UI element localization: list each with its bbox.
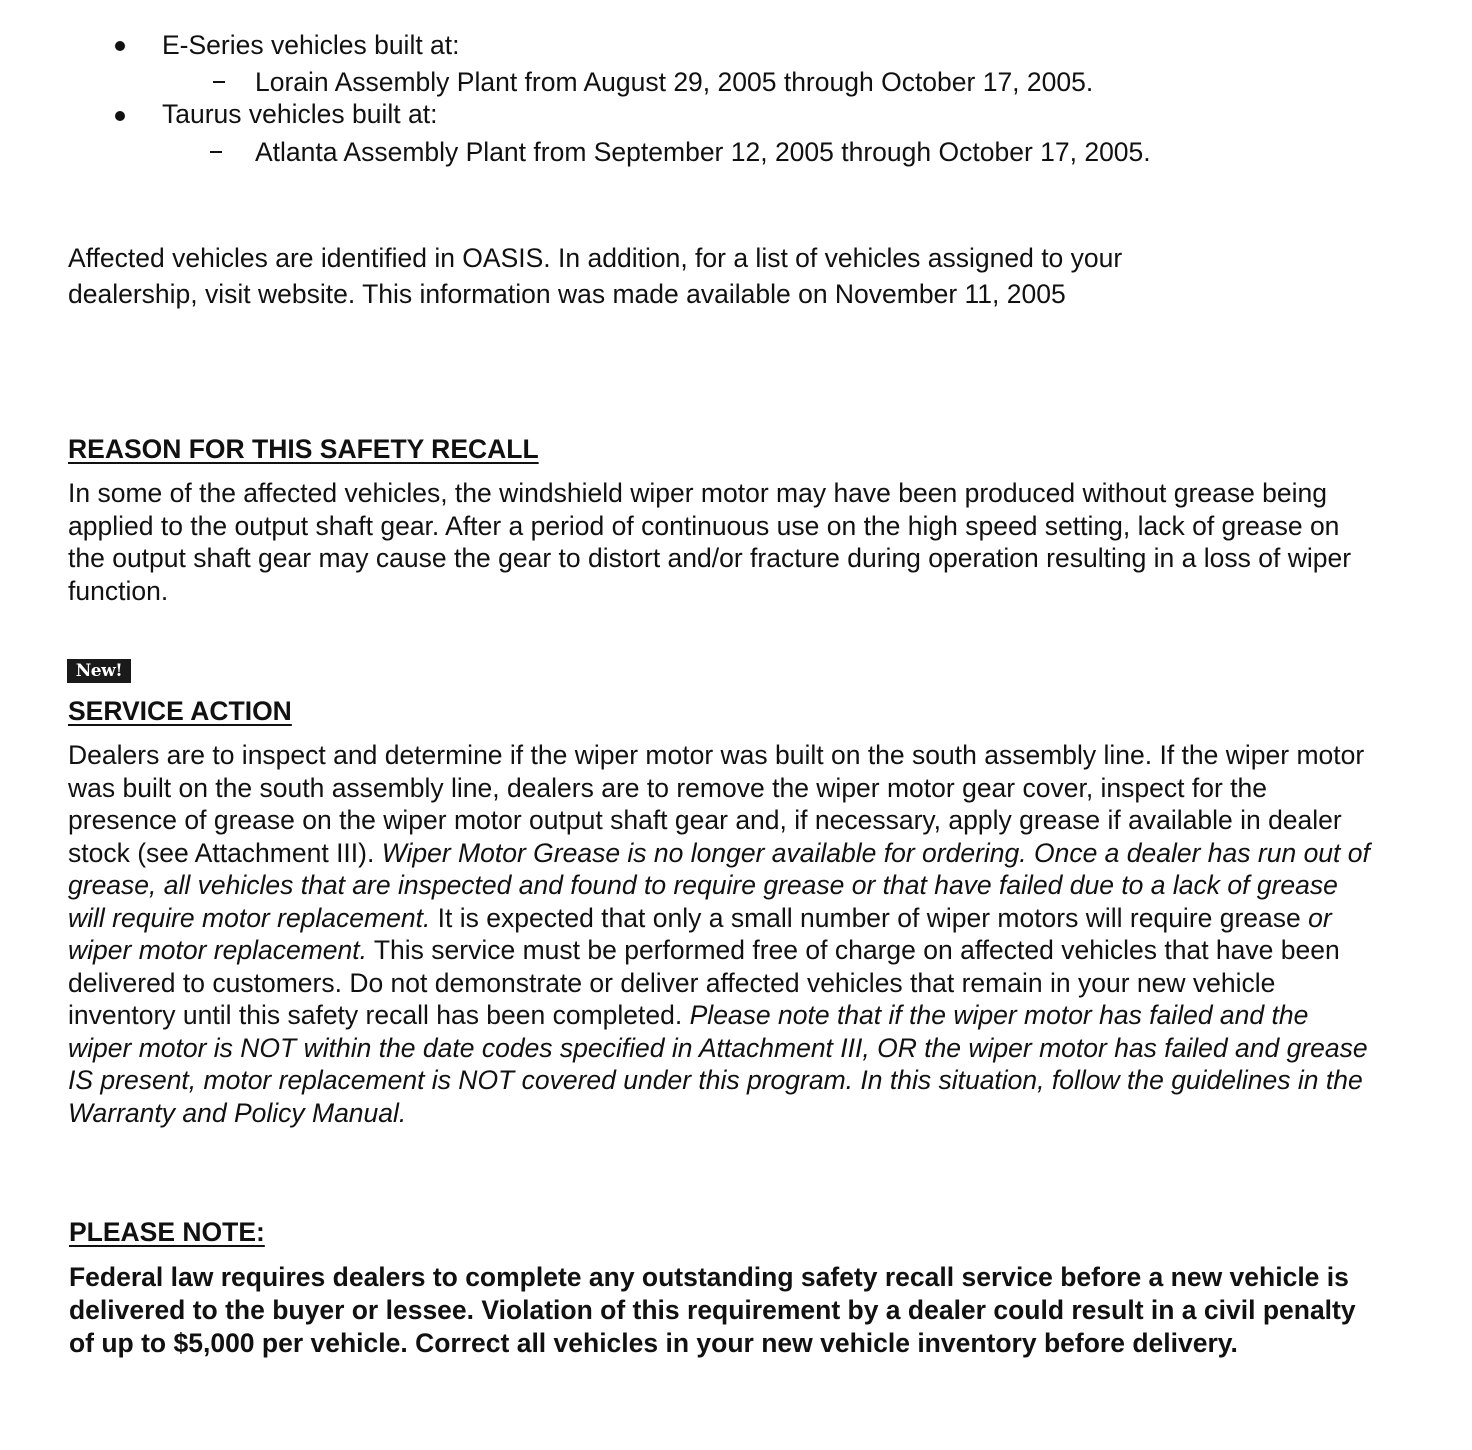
service-action-text: Dealers are to inspect and determine if the wiper motor was built on the south assembly line. If the wiper motor was built on the south assembly line, dealers are to remove the wiper motor gear cover, inspect for the presence of grease on the wiper motor output shaft gear and, if necessary, apply grease if available in dealer stock (see Attachment III). bbox=[68, 740, 1365, 868]
service-action-text: It is expected that only a small number of wiper motors will require grease bbox=[430, 902, 1309, 933]
service-action-italic-note: Wiper Motor Grease is no longer available for ordering. Once a dealer has run out of grease, all vehicles that are inspected and found to require grease or that have failed due to a lack of grease will require motor replacement. bbox=[68, 837, 1370, 933]
service-action-italic-note: or wiper motor replacement. bbox=[68, 902, 1332, 965]
affected-line-2: dealership, visit website. This information was made available on November 11, 2005 bbox=[68, 279, 1066, 309]
service-action-body bbox=[68, 739, 1378, 1129]
reason-heading: REASON FOR THIS SAFETY RECALL bbox=[68, 434, 539, 464]
please-note-body: Federal law requires dealers to complete any outstanding safety recall service before a new vehicle is delivered to the buyer or lessee. Violation of this requirement by a dealer could result in a civil penalty of up to $5,000 per vehicle. Correct all vehicles in your new vehicle inventory before delivery. bbox=[69, 1262, 1356, 1358]
reason-body: In some of the affected vehicles, the windshield wiper motor may have been produced without grease being applied to the output shaft gear. After a period of continuous use on the high speed setting, lack of grease on the output shaft gear may cause the gear to distort and/or fracture during operation resulting in a loss of wiper function. bbox=[68, 478, 1352, 606]
service-action-heading: SERVICE ACTION bbox=[68, 696, 292, 726]
list-item-label: Taurus vehicles built at: bbox=[162, 99, 438, 129]
list-item-label: E-Series vehicles built at: bbox=[162, 30, 460, 60]
please-note-heading: PLEASE NOTE: bbox=[69, 1217, 265, 1247]
affected-line-1: Affected vehicles are identified in OASIS. In addition, for a list of vehicles assigned to your bbox=[68, 243, 1123, 273]
service-action-italic-note: Please note that if the wiper motor has failed and the wiper motor is NOT within the date codes specified in Attachment III, OR the wiper motor has failed and grease IS present, motor replacement is NOT covered under this program. In this situation, follow the guidelines in the Warranty and Policy Manual. bbox=[68, 1000, 1368, 1128]
bullet-icon bbox=[115, 111, 125, 121]
dash-icon bbox=[210, 151, 222, 153]
service-action-text: This service must be performed free of charge on affected vehicles that have been delivered to customers. Do not demonstrate or deliver affected vehicles that remain in your new vehicle inventory until this safety recall has been completed. bbox=[68, 935, 1340, 1030]
new-badge: New! bbox=[67, 659, 131, 683]
list-subitem-plant: Atlanta Assembly Plant from September 12, 2005 through October 17, 2005. bbox=[255, 137, 1151, 167]
dash-icon bbox=[213, 81, 225, 83]
list-subitem-plant: Lorain Assembly Plant from August 29, 2005 through October 17, 2005. bbox=[255, 67, 1094, 97]
bullet-icon bbox=[115, 41, 125, 51]
